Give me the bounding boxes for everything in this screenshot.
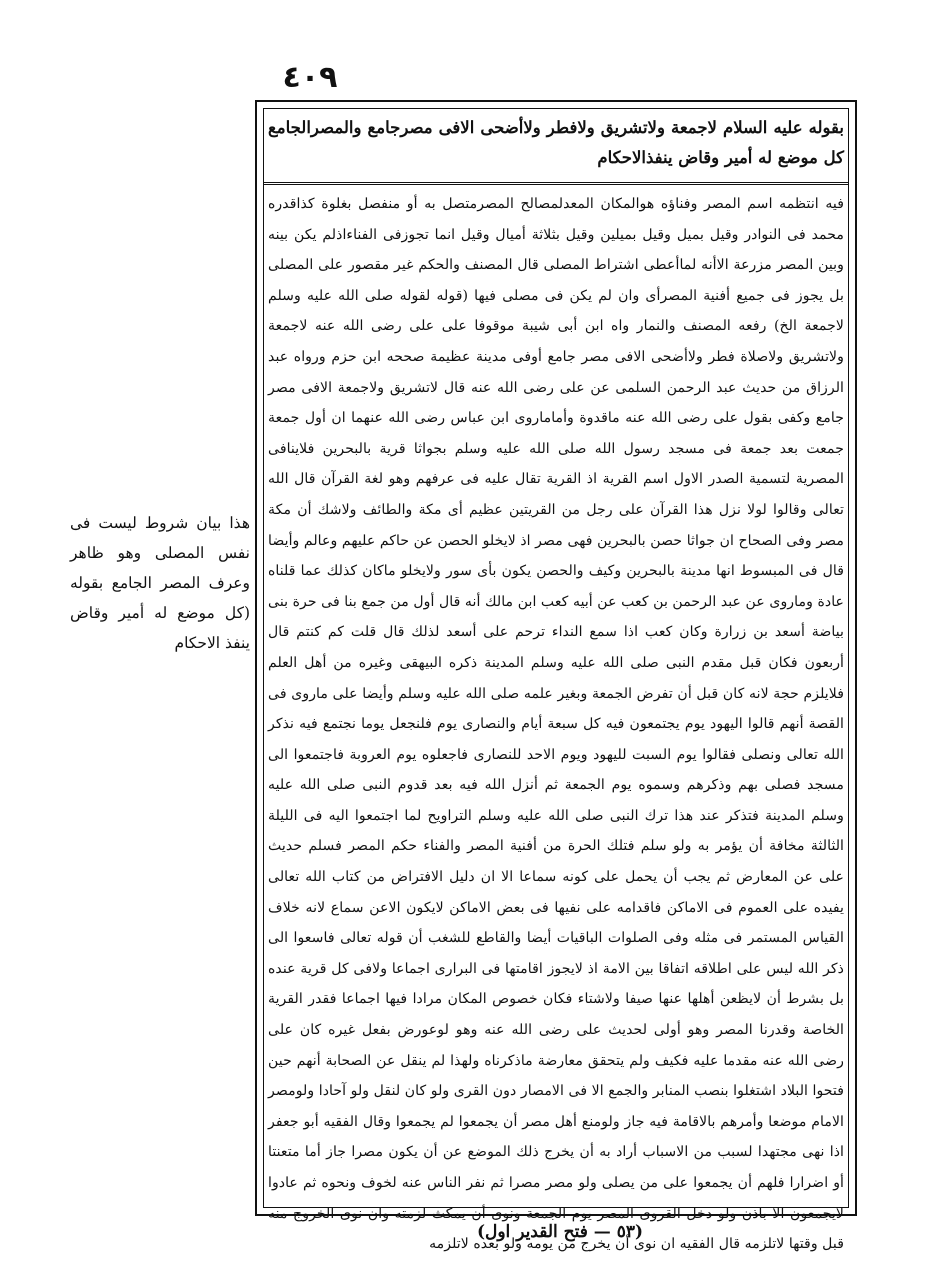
matn-text: بقوله عليه السلام لاجمعة ولاتشريق ولافطر ولاأضحى الافى مصرجامع والمصرالجامع كل موضع له أمير وقاض ينفذالاحكام: [268, 118, 844, 167]
commentary-text: فيه انتظمه اسم المصر وفناؤه هوالمكان المعدلمصالح المصرمتصل به أو منفصل بغلوة كذاقدره محمد فى النوادر وقيل بميل وقيل بميلين وقيل بثلاثة أميال وقيل انما تجوزفى الفناءاذلم يكن بينه وبين المصر مزرعة الاأنه لماأعطى اشتراط المصلى قال المصنف والحكم غير مقصور على المصلى بل يجوز فى جميع أفنية المصرأى وان لم يكن فى مصلى فيها (قوله لقوله صلى الله عليه وسلم لاجمعة الخ) رفعه المصنف والنمار واه ابن أبى شيبة موقوفا على على رضى الله عنه لاجمعة ولاتشريق ولاصلاة فطر ولاأضحى الافى مصر جامع أوفى مدينة عظيمة صححه ابن حزم ورواه عبد الرزاق من حديث عبد الرحمن السلمى عن على رضى الله عنه قال لاتشريق ولاجمعة الافى مصر جامع وكفى بقول على رضى الله عنه ماقدوة وأماماروى ابن عباس رضى الله عنهما ان أول جمعة جمعت بعد جمعة فى مسجد رسول الله صلى الله عليه وسلم بجواثا قرية بالبحرين فلاينافى المصرية لتسمية الصدر الاول اسم القرية اذ القرية تقال عليه فى عرفهم وهو لغة القرآن قال الله تعالى وقالوا لولا نزل هذا القرآن على رجل من القريتين عظيم أى مكة والطائف ولاشك أن مكة مصر وفى الصحاح ان جواثا حصن بالبحرين فهى مصر اذ لايخلو الحصن عن حاكم عليهم وعالم وأيضا قال فى المبسوط انها مدينة بالبحرين وكيف والحصن يكون بأى سور ولايخلو ماكان كذلك عما قلناه عادة وماروى عن عبد الرحمن بن كعب عن أبيه كعب ابن مالك أنه قال أول من جمع بنا فى حرة بنى بياضة أسعد بن زرارة وكان كعب اذا سمع النداء ترحم على أسعد لذلك قال قلت كم كنتم قال أربعون فكان قبل مقدم النبى صلى الله عليه وسلم المدينة ذكره البيهقى وغيره من أهل العلم فلايلزم حجة لانه كان قبل أن تفرض الجمعة وبغير علمه صلى الله عليه وسلم وأيضا على ماروى فى القصة أنهم قالوا اليهود يوم يجتمعون فيه كل سبعة أيام والنصارى يوم فلنجعل يوما نجتمع فيه نذكر الله تعالى ونصلى فقالوا يوم السبت لليهود ويوم الاحد للنصارى فاجعلوه يوم العروبة فاجتمعوا الى مسجد فصلى بهم وذكرهم وسموه يوم الجمعة ثم أنزل الله فيه بعد قدوم النبى صلى الله عليه وسلم المدينة فتذكر عند هذا ترك النبى صلى الله عليه وسلم التراويح لما اجتمعوا اليه فى الليلة الثالثة مخافة أن يؤمر به ولو سلم فتلك الحرة من أفنية المصر والفناء حكم المصر فسلم حديث على عن المعارض ثم يجب أن يحمل على كونه سماعا الا ان دليل الافتراض من كتاب الله تعالى يفيده على العموم فى الاماكن فاقدامه على نفيها فى بعض الاماكن لايكون الاعن سماع لانه خلاف القياس المستمر فى مثله وفى الصلوات الباقيات أيضا والقاطع للشغب أن قوله تعالى فاسعوا الى ذكر الله ليس على اطلاقه اتفاقا بين الامة اذ لايجوز اقامتها فى البرارى اجماعا ولافى كل قرية عنده بل بشرط أن لايظعن أهلها عنها صيفا ولاشتاء فكان خصوص المكان مرادا فيها اجماعا فقدر القرية الخاصة وقدرنا المصر وهو أولى لحديث على رضى الله عنه وهو لوعورض بفعل غيره كان على رضى الله عنه مقدما عليه فكيف ولم يتحقق معارضة ماذكرناه ولهذا لم ينقل عن الصحابة أنهم حين فتحوا البلاد اشتغلوا بنصب المنابر والجمع الا فى الامصار دون القرى ولو كان لنقل ولو آحادا ولومصر الامام موضعا وأمرهم بالاقامة فيه جاز ولومنع أهل مصر أن يجمعوا لم يجمعوا وقال الفقيه أبو جعفر اذا نهى مجتهدا لسبب من الاسباب أراد به أن يخرج ذلك الموضع عن أن يكون مصرا جاز أما متعنتا أو اضرارا فلهم أن يجمعوا على من يصلى ولو مصر مصرا ثم نفر الناس عنه لخوف ونحوه ثم عادوا لايجمعون الا باذن ولو دخل القروى المصر يوم الجمعة ونوى أن يمكث لزمته وان نوى الخروج منه قبل وقتها لاتلزمه قال الفقيه ان نوى أن يخرج من يومه ولو بعده لاتلزمه: [268, 196, 844, 1253]
page-number: ٤٠٩: [282, 60, 338, 95]
margin-note: هذا بيان شروط ليست فى نفس المصلى وهو ظاهر وعرف المصر الجامع بقوله (كل موضع له أمير وقاض ينفذ الاحكام: [70, 514, 250, 652]
page-footer: (٥٣ — فتح القدير اول): [476, 1222, 644, 1242]
matn-divider: [264, 182, 848, 185]
